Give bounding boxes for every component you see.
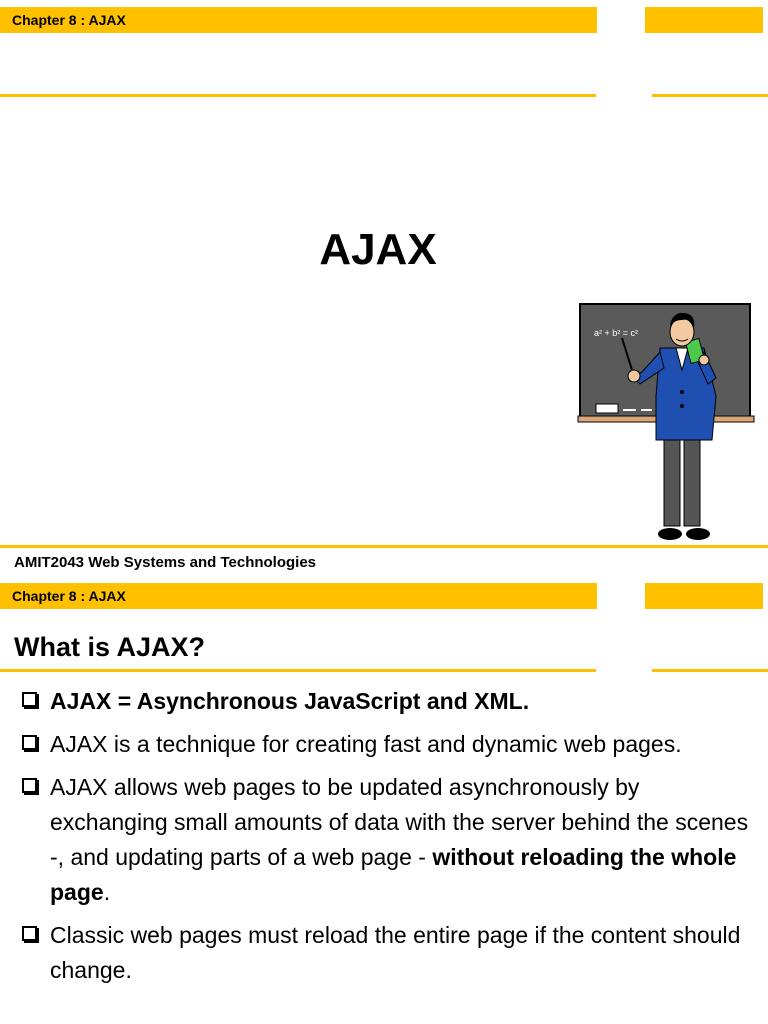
slide-title: AJAX bbox=[319, 225, 437, 274]
bullet-item: Classic web pages must reload the entire page if the content should change. bbox=[20, 918, 760, 988]
bullet-item: AJAX allows web pages to be updated asynchronously by exchanging small amounts of data with the server behind the scenes -, and updating parts of a web page - without reloading the whole page. bbox=[20, 770, 760, 910]
header-bar-right-2 bbox=[645, 583, 763, 609]
chapter-label-2: Chapter 8 : AJAX bbox=[12, 588, 126, 604]
course-footer: AMIT2043 Web Systems and Technologies bbox=[14, 554, 317, 571]
header-rule-right bbox=[652, 94, 768, 97]
chapter-label: Chapter 8 : AJAX bbox=[12, 12, 126, 28]
bullet-item: AJAX = Asynchronous JavaScript and XML. bbox=[20, 684, 760, 719]
bullet-item: AJAX is a technique for creating fast and dynamic web pages. bbox=[20, 727, 760, 762]
checkbox-bullet-icon bbox=[22, 778, 37, 793]
checkbox-bullet-icon bbox=[22, 735, 37, 750]
section-rule-right bbox=[652, 669, 768, 672]
board-formula: a² + b² = c² bbox=[594, 328, 639, 338]
teacher-illustration bbox=[576, 300, 756, 548]
checkbox-bullet-icon bbox=[22, 926, 37, 941]
section-title: What is AJAX? bbox=[14, 632, 206, 662]
header-bar-right bbox=[645, 7, 763, 33]
footer-rule bbox=[0, 545, 768, 548]
section-rule bbox=[0, 669, 596, 672]
bullet-list bbox=[20, 684, 760, 996]
checkbox-bullet-icon bbox=[22, 692, 37, 707]
header-rule bbox=[0, 94, 596, 97]
